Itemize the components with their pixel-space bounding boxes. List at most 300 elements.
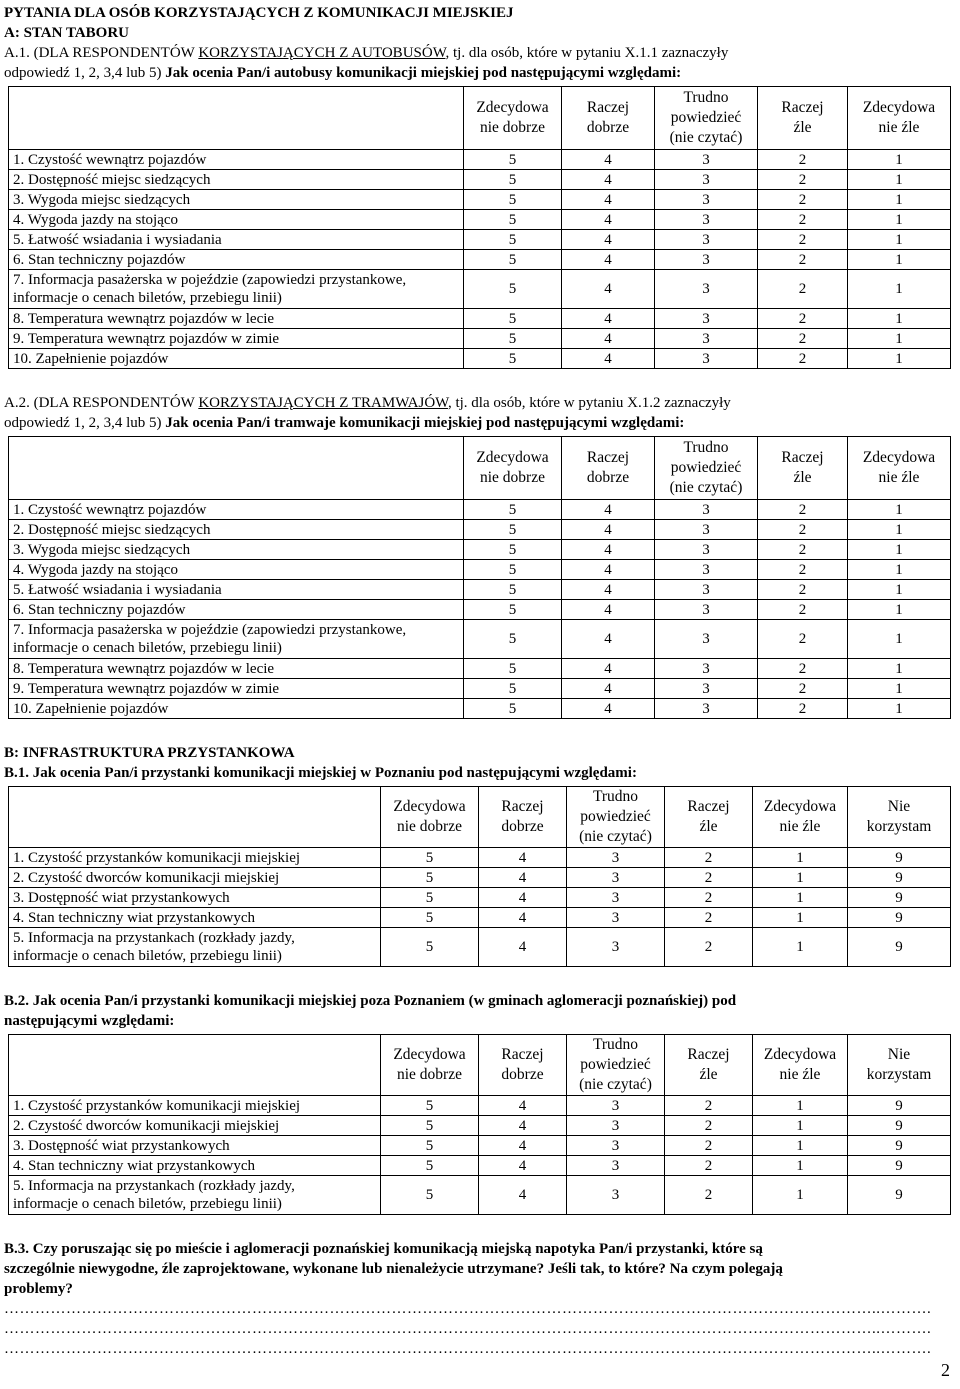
header-blank — [9, 1035, 381, 1096]
answer-code[interactable]: 4 — [562, 580, 655, 600]
answer-code[interactable]: 2 — [758, 560, 848, 580]
answer-code[interactable]: 1 — [848, 540, 951, 560]
answer-code[interactable]: 5 — [381, 868, 479, 888]
table-row — [9, 500, 951, 520]
answer-code[interactable]: 5 — [381, 1176, 479, 1215]
table-row — [9, 679, 951, 699]
answer-code[interactable]: 2 — [758, 349, 848, 369]
row-label — [9, 270, 464, 309]
table-row — [9, 309, 951, 329]
column-header-line: nie źle — [779, 818, 821, 835]
answer-code[interactable]: 3 — [655, 620, 758, 659]
table-row — [9, 170, 951, 190]
answer-code[interactable]: 4 — [562, 210, 655, 230]
answer-code[interactable]: 5 — [464, 309, 562, 329]
answer-code[interactable]: 3 — [567, 1136, 665, 1156]
answer-code[interactable]: 2 — [758, 329, 848, 349]
column-header-line: Zdecydowa — [393, 1046, 466, 1063]
answer-code[interactable]: 2 — [665, 1176, 753, 1215]
answer-code[interactable]: 4 — [562, 190, 655, 210]
answer-code[interactable]: 5 — [381, 848, 479, 868]
answer-code[interactable]: 4 — [479, 1156, 567, 1176]
answer-code[interactable]: 3 — [655, 309, 758, 329]
row-label: 4. Stan techniczny wiat przystankowych — [9, 1156, 381, 1176]
header-row — [9, 437, 951, 500]
column-header-line: Nie — [887, 1046, 911, 1063]
row-label-line: 7. Informacja pasażerska w pojeździe (zapowiedzi przystankowe, — [13, 622, 407, 638]
column-header-line: nie źle — [878, 119, 920, 136]
answer-code[interactable]: 1 — [848, 349, 951, 369]
answer-code[interactable]: 5 — [464, 190, 562, 210]
answer-code[interactable]: 2 — [758, 600, 848, 620]
table-row — [9, 1136, 951, 1156]
answer-code[interactable]: 1 — [753, 848, 848, 868]
answer-code[interactable]: 4 — [562, 699, 655, 719]
answer-code[interactable]: 2 — [665, 1116, 753, 1136]
header-blank — [9, 437, 464, 500]
table-row — [9, 150, 951, 170]
answer-code[interactable]: 4 — [479, 928, 567, 967]
answer-code[interactable]: 1 — [848, 679, 951, 699]
column-header — [753, 1035, 848, 1096]
answer-code[interactable]: 1 — [848, 500, 951, 520]
answer-code[interactable]: 2 — [665, 1096, 753, 1116]
column-header-line: nie dobrze — [397, 818, 462, 835]
answer-code[interactable]: 5 — [464, 230, 562, 250]
answer-code[interactable]: 4 — [479, 848, 567, 868]
answer-code[interactable]: 1 — [848, 329, 951, 349]
answer-code[interactable]: 4 — [562, 329, 655, 349]
answer-code[interactable]: 2 — [665, 888, 753, 908]
answer-code[interactable]: 2 — [758, 500, 848, 520]
column-header-line: nie dobrze — [397, 1066, 462, 1083]
answer-code[interactable]: 1 — [848, 580, 951, 600]
header-title: PYTANIA DLA OSÓB KORZYSTAJĄCYCH Z KOMUNIKACJI MIEJSKIEJ — [4, 5, 514, 21]
column-header — [848, 1035, 951, 1096]
row-label-line: informacje o cenach biletów, przebiegu linii) — [13, 640, 282, 656]
table-row — [9, 848, 951, 868]
table-row — [9, 928, 951, 967]
column-header-line: dobrze — [586, 119, 630, 136]
answer-code[interactable]: 1 — [848, 520, 951, 540]
table-row — [9, 580, 951, 600]
answer-code[interactable]: 3 — [567, 1156, 665, 1176]
table-row — [9, 1176, 951, 1215]
row-label: 5. Łatwość wsiadania i wysiadania — [9, 230, 464, 250]
answer-code[interactable]: 1 — [848, 699, 951, 719]
answer-code[interactable]: 2 — [758, 540, 848, 560]
column-header — [567, 1035, 665, 1096]
answer-code[interactable]: 5 — [381, 888, 479, 908]
page-number: 2 — [941, 1360, 950, 1380]
answer-code[interactable]: 1 — [848, 190, 951, 210]
question-a2-target: KORZYSTAJĄCYCH Z TRAMWAJÓW — [198, 395, 448, 411]
question-b3-line1: B.3. Czy poruszając się po mieście i aglomeracji poznańskiej komunikacją miejską napotyka Pan/i przystanki, które są — [4, 1241, 763, 1257]
answer-code[interactable]: 5 — [464, 580, 562, 600]
column-header-line: Raczej — [781, 449, 824, 466]
answer-code[interactable]: 3 — [655, 500, 758, 520]
answer-code[interactable]: 3 — [655, 540, 758, 560]
column-header-line: źle — [793, 119, 812, 136]
row-label-line: 5. Informacja na przystankach (rozkłady jazdy, — [13, 930, 295, 946]
row-label-line: 5. Informacja na przystankach (rozkłady jazdy, — [13, 1178, 295, 1194]
answer-code[interactable]: 5 — [464, 560, 562, 580]
column-header-line: Nie — [887, 798, 911, 815]
answer-code[interactable]: 5 — [464, 329, 562, 349]
answer-code[interactable]: 3 — [567, 868, 665, 888]
answer-code[interactable]: 3 — [655, 679, 758, 699]
answer-code[interactable]: 5 — [464, 699, 562, 719]
table-row — [9, 1116, 951, 1136]
column-header-line: Raczej — [501, 1046, 544, 1063]
answer-code[interactable]: 4 — [562, 679, 655, 699]
answer-code[interactable]: 5 — [381, 1096, 479, 1116]
answer-code[interactable]: 4 — [479, 1176, 567, 1215]
answer-code[interactable]: 3 — [655, 699, 758, 719]
table-row — [9, 230, 951, 250]
column-header-line: Trudno — [683, 89, 729, 106]
answer-code[interactable]: 4 — [562, 309, 655, 329]
row-label: 5. Łatwość wsiadania i wysiadania — [9, 580, 464, 600]
table-row — [9, 190, 951, 210]
answer-code[interactable]: 3 — [655, 210, 758, 230]
answer-code[interactable]: 1 — [753, 868, 848, 888]
row-label-line: informacje o cenach biletów, przebiegu linii) — [13, 948, 282, 964]
answer-code[interactable]: 2 — [665, 908, 753, 928]
answer-code[interactable]: 2 — [665, 1136, 753, 1156]
answer-code[interactable]: 3 — [567, 888, 665, 908]
row-label: 9. Temperatura wewnątrz pojazdów w zimie — [9, 679, 464, 699]
answer-code[interactable]: 3 — [567, 908, 665, 928]
row-label — [9, 928, 381, 967]
answer-code[interactable]: 5 — [464, 500, 562, 520]
answer-code[interactable]: 5 — [381, 908, 479, 928]
answer-code[interactable]: 9 — [848, 1116, 951, 1136]
answer-code[interactable]: 2 — [758, 250, 848, 270]
answer-code[interactable]: 4 — [562, 620, 655, 659]
row-label: 4. Stan techniczny wiat przystankowych — [9, 908, 381, 928]
table-row — [9, 329, 951, 349]
table-row — [9, 250, 951, 270]
answer-line-2[interactable]: ……………………………………………………………………………………………………………………………………………………..………. — [4, 1321, 932, 1337]
row-label: 3. Dostępność wiat przystankowych — [9, 1136, 381, 1156]
answer-code[interactable]: 3 — [655, 250, 758, 270]
row-label: 2. Czystość dworców komunikacji miejskiej — [9, 1116, 381, 1136]
answer-code[interactable]: 4 — [479, 888, 567, 908]
answer-code[interactable]: 1 — [848, 230, 951, 250]
column-header — [665, 787, 753, 848]
table-row — [9, 560, 951, 580]
answer-code[interactable]: 5 — [464, 540, 562, 560]
answer-code[interactable]: 2 — [758, 620, 848, 659]
answer-code[interactable]: 3 — [655, 190, 758, 210]
answer-code[interactable]: 4 — [562, 349, 655, 369]
row-label: 9. Temperatura wewnątrz pojazdów w zimie — [9, 329, 464, 349]
answer-code[interactable]: 2 — [758, 190, 848, 210]
answer-code[interactable]: 2 — [665, 928, 753, 967]
answer-code[interactable]: 1 — [848, 560, 951, 580]
questionnaire-page — [4, 3, 956, 1359]
answer-code[interactable]: 1 — [848, 659, 951, 679]
answer-code[interactable]: 4 — [479, 908, 567, 928]
answer-code[interactable]: 5 — [464, 600, 562, 620]
column-header — [479, 787, 567, 848]
answer-code[interactable]: 3 — [655, 230, 758, 250]
answer-code[interactable]: 5 — [464, 659, 562, 679]
question-b3-line2: szczególnie niewygodne, źle zaprojektowane, wykonane lub nienależycie utrzymane? Jeśli tak, to które? Na czym polegają — [4, 1261, 783, 1277]
row-label: 3. Wygoda miejsc siedzących — [9, 190, 464, 210]
header-blank — [9, 787, 381, 848]
answer-code[interactable]: 9 — [848, 868, 951, 888]
column-header-line: źle — [699, 818, 718, 835]
answer-line-3[interactable]: ……………………………………………………………………………………………………………………………………………………..………. — [4, 1341, 932, 1357]
answer-code[interactable]: 3 — [567, 848, 665, 868]
column-header — [665, 1035, 753, 1096]
table-row — [9, 349, 951, 369]
answer-code[interactable]: 3 — [655, 329, 758, 349]
answer-code[interactable]: 3 — [655, 580, 758, 600]
row-label-line: 7. Informacja pasażerska w pojeździe (zapowiedzi przystankowe, — [13, 272, 407, 288]
answer-code[interactable]: 5 — [381, 1116, 479, 1136]
answer-code[interactable]: 9 — [848, 908, 951, 928]
column-header-line: Zdecydowa — [862, 449, 936, 466]
answer-code[interactable]: 4 — [562, 500, 655, 520]
answer-code[interactable]: 1 — [753, 1176, 848, 1215]
column-header — [567, 787, 665, 848]
column-header — [479, 1035, 567, 1096]
question-b2-text-line2: następującymi względami: — [4, 1013, 175, 1029]
answer-code[interactable]: 2 — [758, 210, 848, 230]
answer-code[interactable]: 5 — [464, 520, 562, 540]
table-row — [9, 210, 951, 230]
answer-code[interactable]: 2 — [758, 170, 848, 190]
column-header-line: Raczej — [687, 798, 730, 815]
answer-code[interactable]: 3 — [567, 928, 665, 967]
answer-code[interactable]: 5 — [381, 1136, 479, 1156]
answer-code[interactable]: 4 — [479, 868, 567, 888]
answer-code[interactable]: 3 — [655, 150, 758, 170]
column-header-line: Raczej — [781, 99, 824, 116]
table-b2-stops-agglomeration — [8, 1034, 951, 1215]
answer-code[interactable]: 4 — [562, 270, 655, 309]
answer-code[interactable]: 1 — [753, 1156, 848, 1176]
answer-code[interactable]: 4 — [562, 600, 655, 620]
answer-code[interactable]: 9 — [848, 888, 951, 908]
answer-code[interactable]: 4 — [562, 659, 655, 679]
answer-code[interactable]: 4 — [562, 520, 655, 540]
answer-code[interactable]: 1 — [848, 309, 951, 329]
answer-code[interactable]: 3 — [655, 600, 758, 620]
answer-code[interactable]: 4 — [562, 230, 655, 250]
row-label: 2. Czystość dworców komunikacji miejskiej — [9, 868, 381, 888]
column-header-line: Trudno — [683, 439, 729, 456]
row-label: 4. Wygoda jazdy na stojąco — [9, 210, 464, 230]
answer-code[interactable]: 2 — [758, 230, 848, 250]
column-header — [655, 437, 758, 500]
answer-code[interactable]: 1 — [848, 210, 951, 230]
header-blank — [9, 87, 464, 150]
row-label: 1. Czystość przystanków komunikacji miejskiej — [9, 848, 381, 868]
column-header — [758, 87, 848, 150]
column-header-line: powiedzieć — [580, 808, 651, 825]
column-header — [381, 1035, 479, 1096]
answer-code[interactable]: 9 — [848, 1156, 951, 1176]
question-b1-text: B.1. Jak ocenia Pan/i przystanki komunikacji miejskiej w Poznaniu pod następującymi względami: — [4, 765, 637, 781]
answer-code[interactable]: 1 — [753, 1096, 848, 1116]
table-row — [9, 600, 951, 620]
table-a2-trams — [8, 436, 951, 719]
answer-code[interactable]: 5 — [381, 928, 479, 967]
answer-code[interactable]: 1 — [753, 1136, 848, 1156]
answer-code[interactable]: 1 — [848, 250, 951, 270]
section-b-title: B: INFRASTRUKTURA PRZYSTANKOWA — [4, 745, 295, 761]
answer-code[interactable]: 5 — [464, 170, 562, 190]
answer-code[interactable]: 2 — [665, 868, 753, 888]
answer-code[interactable]: 1 — [848, 150, 951, 170]
column-header-line: nie dobrze — [480, 469, 545, 486]
answer-code[interactable]: 2 — [758, 150, 848, 170]
question-a2-text: odpowiedź 1, 2, 3,4 lub 5) Jak ocenia Pan/i tramwaje komunikacji miejskiej pod następującymi względami: — [4, 415, 685, 431]
row-label: 3. Wygoda miejsc siedzących — [9, 540, 464, 560]
header-row — [9, 87, 951, 150]
answer-code[interactable]: 5 — [464, 270, 562, 309]
answer-code[interactable]: 1 — [848, 270, 951, 309]
answer-code[interactable]: 3 — [567, 1176, 665, 1215]
row-label: 10. Zapełnienie pojazdów — [9, 349, 464, 369]
table-row — [9, 659, 951, 679]
answer-code[interactable]: 4 — [562, 250, 655, 270]
answer-code[interactable]: 1 — [848, 620, 951, 659]
column-header-line: Raczej — [586, 449, 630, 466]
column-header-line: powiedzieć — [670, 109, 742, 126]
column-header-line: Zdecydowa — [862, 99, 936, 116]
answer-code[interactable]: 1 — [848, 170, 951, 190]
answer-code[interactable]: 3 — [655, 520, 758, 540]
answer-code[interactable]: 1 — [753, 1116, 848, 1136]
table-row — [9, 888, 951, 908]
table-row — [9, 699, 951, 719]
row-label — [9, 620, 464, 659]
column-header-line: nie źle — [878, 469, 920, 486]
row-label: 2. Dostępność miejsc siedzących — [9, 170, 464, 190]
answer-code[interactable]: 2 — [758, 270, 848, 309]
question-b2-text-line1: B.2. Jak ocenia Pan/i przystanki komunikacji miejskiej poza Poznaniem (w gminach aglomeracji poznańskiej) pod — [4, 993, 737, 1009]
column-header-line: Zdecydowa — [393, 798, 466, 815]
answer-code[interactable]: 4 — [562, 540, 655, 560]
header-row — [9, 1035, 951, 1096]
column-header-line: Zdecydowa — [763, 798, 837, 815]
row-label — [9, 1176, 381, 1215]
answer-code[interactable]: 1 — [753, 888, 848, 908]
table-row — [9, 520, 951, 540]
answer-code[interactable]: 5 — [381, 1156, 479, 1176]
table-a1-buses — [8, 86, 951, 369]
answer-code[interactable]: 3 — [567, 1096, 665, 1116]
column-header — [464, 437, 562, 500]
column-header — [562, 87, 655, 150]
answer-code[interactable]: 5 — [464, 349, 562, 369]
answer-code[interactable]: 4 — [562, 170, 655, 190]
column-header — [753, 787, 848, 848]
table-row — [9, 1156, 951, 1176]
column-header-line: korzystam — [866, 1066, 932, 1083]
answer-code[interactable]: 2 — [758, 699, 848, 719]
row-label: 8. Temperatura wewnątrz pojazdów w lecie — [9, 659, 464, 679]
column-header-line: Trudno — [592, 1036, 639, 1053]
answer-code[interactable]: 4 — [562, 150, 655, 170]
answer-code[interactable]: 2 — [758, 659, 848, 679]
column-header-line: (nie czytać) — [669, 129, 743, 146]
answer-code[interactable]: 4 — [479, 1136, 567, 1156]
answer-code[interactable]: 2 — [758, 309, 848, 329]
answer-code[interactable]: 5 — [464, 250, 562, 270]
row-label: 3. Dostępność wiat przystankowych — [9, 888, 381, 908]
answer-code[interactable]: 4 — [479, 1116, 567, 1136]
answer-code[interactable]: 5 — [464, 620, 562, 659]
column-header — [655, 87, 758, 150]
answer-code[interactable]: 3 — [655, 659, 758, 679]
answer-code[interactable]: 2 — [758, 679, 848, 699]
column-header-line: Trudno — [592, 788, 639, 805]
answer-code[interactable]: 4 — [479, 1096, 567, 1116]
column-header-line: dobrze — [501, 1066, 544, 1083]
answer-code[interactable]: 5 — [464, 210, 562, 230]
answer-code[interactable]: 3 — [655, 349, 758, 369]
table-row — [9, 620, 951, 659]
row-label: 1. Czystość wewnątrz pojazdów — [9, 150, 464, 170]
answer-code[interactable]: 5 — [464, 679, 562, 699]
table-row — [9, 270, 951, 309]
question-a2-intro: A.2. (DLA RESPONDENTÓW KORZYSTAJĄCYCH Z TRAMWAJÓW, tj. dla osób, które w pytaniu X.1.2 zaznaczyły — [4, 395, 731, 411]
row-label-line: informacje o cenach biletów, przebiegu linii) — [13, 1196, 282, 1212]
answer-code[interactable]: 9 — [848, 848, 951, 868]
answer-code[interactable]: 5 — [464, 150, 562, 170]
answer-code[interactable]: 2 — [758, 580, 848, 600]
column-header-line: Zdecydowa — [476, 449, 549, 466]
section-a-title: A: STAN TABORU — [4, 25, 130, 41]
answer-line-1[interactable]: ……………………………………………………………………………………………………………………………………………………..………. — [4, 1301, 932, 1317]
column-header — [848, 437, 951, 500]
row-label: 4. Wygoda jazdy na stojąco — [9, 560, 464, 580]
column-header-line: Zdecydowa — [763, 1046, 837, 1063]
answer-code[interactable]: 1 — [753, 908, 848, 928]
column-header-line: Raczej — [586, 99, 630, 116]
column-header-line: dobrze — [501, 818, 544, 835]
answer-code[interactable]: 9 — [848, 1096, 951, 1116]
answer-code[interactable]: 2 — [665, 848, 753, 868]
row-label: 1. Czystość wewnątrz pojazdów — [9, 500, 464, 520]
column-header — [464, 87, 562, 150]
question-a1-intro: A.1. (DLA RESPONDENTÓW KORZYSTAJĄCYCH Z AUTOBUSÓW, tj. dla osób, które w pytaniu X.1.1 zaznaczyły — [4, 45, 729, 61]
answer-code[interactable]: 1 — [753, 928, 848, 967]
answer-code[interactable]: 9 — [848, 1176, 951, 1215]
column-header-line: powiedzieć — [670, 459, 742, 476]
answer-code[interactable]: 9 — [848, 1136, 951, 1156]
column-header-line: (nie czytać) — [579, 828, 652, 845]
answer-code[interactable]: 3 — [567, 1116, 665, 1136]
answer-code[interactable]: 3 — [655, 170, 758, 190]
answer-code[interactable]: 3 — [655, 560, 758, 580]
answer-code[interactable]: 2 — [758, 520, 848, 540]
column-header — [381, 787, 479, 848]
answer-code[interactable]: 3 — [655, 270, 758, 309]
answer-code[interactable]: 4 — [562, 560, 655, 580]
answer-code[interactable]: 9 — [848, 928, 951, 967]
answer-code[interactable]: 2 — [665, 1156, 753, 1176]
answer-code[interactable]: 1 — [848, 600, 951, 620]
row-label: 1. Czystość przystanków komunikacji miejskiej — [9, 1096, 381, 1116]
header-row — [9, 787, 951, 848]
